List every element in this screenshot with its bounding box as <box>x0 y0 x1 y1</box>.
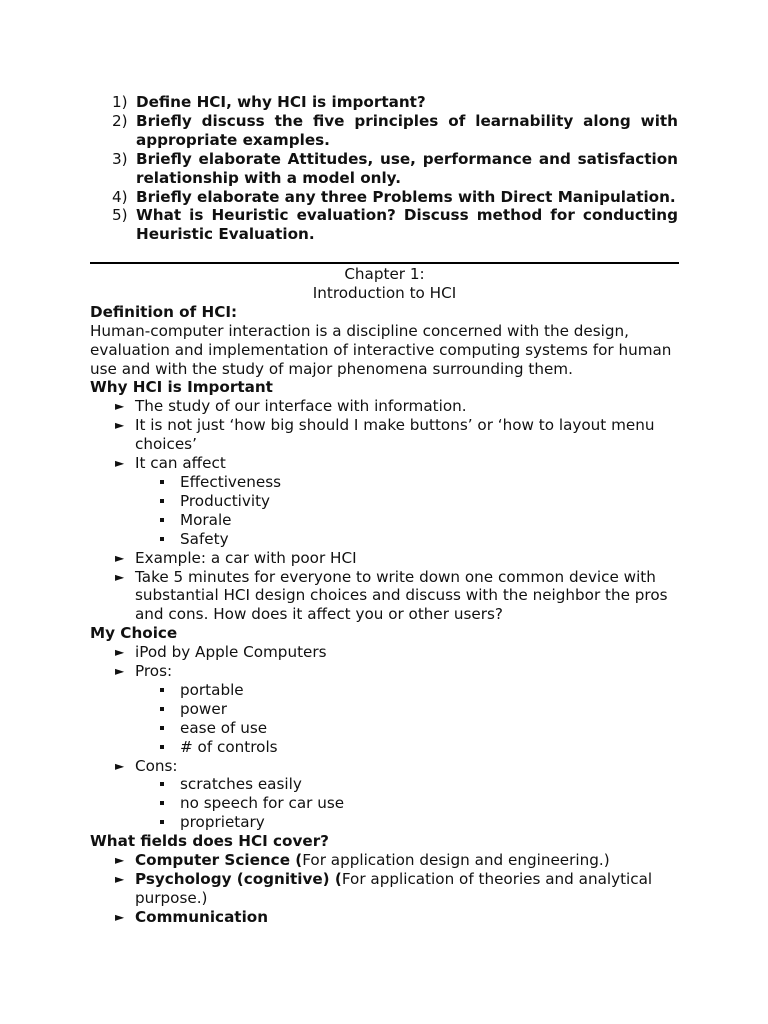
list-item <box>115 549 690 568</box>
triangle-right-icon: ► <box>115 399 125 414</box>
sub-list-item-text: Effectiveness <box>180 472 282 491</box>
fields-heading: What fields does HCI cover? <box>90 832 329 851</box>
fields-list <box>90 851 690 927</box>
sub-list-item-text: portable <box>180 680 244 699</box>
sub-list-item-text: # of controls <box>180 737 278 756</box>
question-item <box>112 188 678 207</box>
triangle-right-icon: ► <box>115 853 125 868</box>
list-item <box>115 662 690 757</box>
list-item <box>115 454 690 549</box>
question-text: Define HCI, why HCI is important? <box>136 93 426 111</box>
triangle-right-icon: ► <box>115 456 125 471</box>
triangle-right-icon: ► <box>115 872 125 886</box>
why-list <box>90 397 690 624</box>
small-square-icon <box>160 707 164 711</box>
list-item-text: Example: a car with poor HCI <box>135 548 357 567</box>
sub-list-item <box>160 794 690 813</box>
sub-list-item <box>160 775 690 794</box>
my-choice-heading: My Choice <box>90 624 178 643</box>
chapter-title: Introduction to HCI <box>312 283 457 302</box>
pros-label: Pros: <box>135 662 173 681</box>
field-name: Computer Science ( <box>135 851 303 870</box>
why-heading: Why HCI is Important <box>90 378 273 397</box>
chapter-number: Chapter 1: <box>344 265 425 283</box>
question-number: 3) <box>112 149 128 168</box>
list-item-text: iPod by Apple Computers <box>135 643 327 662</box>
small-square-icon <box>160 726 164 730</box>
sub-list-item <box>160 813 690 832</box>
sub-list-item <box>160 738 690 757</box>
list-item-text: The study of our interface with information. <box>135 397 467 416</box>
list-item-text: Take 5 minutes for everyone to write down one common device with substantial HCI design choices and discuss with the neighbor the pros and cons. How does it affect you or other users? <box>135 567 668 624</box>
sub-list-item <box>160 530 690 549</box>
question-list <box>112 93 678 244</box>
list-item <box>115 851 690 870</box>
question-text: Briefly elaborate Attitudes, use, performance and satisfaction relationship with a model only. <box>136 149 678 187</box>
triangle-right-icon: ► <box>115 909 125 924</box>
list-item <box>115 643 690 662</box>
question-number: 5) <box>112 206 128 225</box>
cons-list <box>135 775 690 832</box>
question-item <box>112 93 678 112</box>
question-text: Briefly discuss the five principles of learnability along with appropriate examples. <box>136 111 678 149</box>
small-square-icon <box>160 688 164 692</box>
sub-list-item-text: proprietary <box>180 813 265 832</box>
sub-list-item <box>160 511 690 530</box>
small-square-icon <box>160 820 164 824</box>
triangle-right-icon: ► <box>115 569 125 584</box>
chapter-content <box>90 265 690 927</box>
question-text: What is Heuristic evaluation? Discuss method for conducting Heuristic Evaluation. <box>136 206 678 244</box>
small-square-icon <box>160 518 164 522</box>
list-item <box>115 568 690 625</box>
list-item <box>115 908 690 927</box>
question-item <box>112 112 678 150</box>
triangle-right-icon: ► <box>115 645 125 660</box>
triangle-right-icon: ► <box>115 664 125 679</box>
sub-list-item-text: Morale <box>180 510 232 529</box>
list-item <box>115 757 690 833</box>
sub-list-item-text: Safety <box>180 529 229 548</box>
small-square-icon <box>160 745 164 749</box>
sub-list-item-text: scratches easily <box>180 775 302 794</box>
small-square-icon <box>160 537 164 541</box>
list-item <box>115 397 690 416</box>
list-item <box>115 416 690 454</box>
sub-list-item-text: ease of use <box>180 718 268 737</box>
field-description: For application design and engineering.) <box>302 851 610 870</box>
sub-list-item-text: power <box>180 699 227 718</box>
question-text: Briefly elaborate any three Problems with Direct Manipulation. <box>136 187 676 206</box>
triangle-right-icon: ► <box>115 758 125 773</box>
small-square-icon <box>160 480 164 484</box>
sub-list-item-text: Productivity <box>180 491 271 510</box>
field-name: Communication <box>135 907 269 926</box>
question-number: 2) <box>112 111 128 130</box>
sub-list-item <box>160 681 690 700</box>
small-square-icon <box>160 782 164 786</box>
small-square-icon <box>160 801 164 805</box>
question-item <box>112 206 678 244</box>
affects-list <box>135 473 690 549</box>
definition-heading: Definition of HCI: <box>90 302 238 321</box>
question-number: 4) <box>112 187 128 206</box>
choice-list <box>90 643 690 832</box>
question-item <box>112 150 678 188</box>
definition-text: Human-computer interaction is a discipline concerned with the design, evaluation and implementation of interactive computing systems for human use and with the study of major phenomena surrounding them. <box>90 321 672 378</box>
horizontal-divider <box>90 262 679 264</box>
sub-list-item <box>160 473 690 492</box>
sub-list-item-text: no speech for car use <box>180 794 345 813</box>
list-item <box>115 870 690 908</box>
field-name: Psychology (cognitive) ( <box>135 870 342 888</box>
field-description: For application of theories and analytical purpose.) <box>135 870 653 907</box>
sub-list-item <box>160 492 690 511</box>
list-item-text: It is not just ‘how big should I make buttons’ or ‘how to layout menu choices’ <box>135 416 655 454</box>
small-square-icon <box>160 499 164 503</box>
list-item-text: It can affect <box>135 454 226 473</box>
triangle-right-icon: ► <box>115 550 125 565</box>
cons-label: Cons: <box>135 756 178 775</box>
question-number: 1) <box>112 93 128 111</box>
sub-list-item <box>160 719 690 738</box>
pros-list <box>135 681 690 757</box>
triangle-right-icon: ► <box>115 418 125 433</box>
sub-list-item <box>160 700 690 719</box>
